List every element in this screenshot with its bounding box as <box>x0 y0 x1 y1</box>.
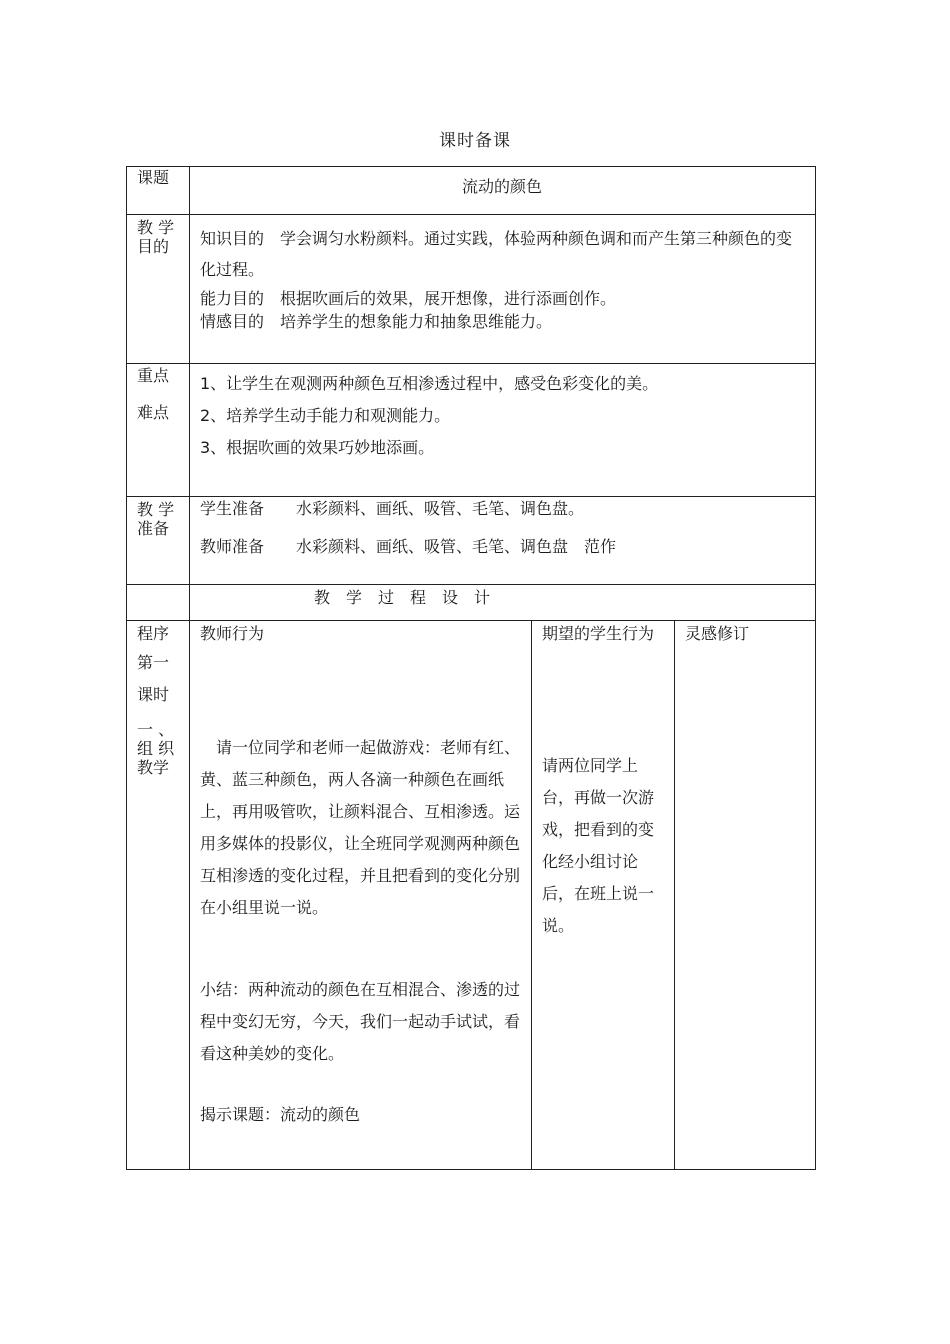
row-divider <box>126 584 816 585</box>
revision-header: 灵感修订 <box>685 624 750 643</box>
table-border-bottom <box>126 1169 816 1170</box>
row-divider <box>126 496 816 497</box>
objectives-label: 教 学 目的 <box>137 218 175 256</box>
document-title: 课时备课 <box>439 131 511 151</box>
row-divider <box>126 620 816 621</box>
emotion-objective: 情感目的 培养学生的想象能力和抽象思维能力。 <box>200 312 553 331</box>
student-preparation: 学生准备 水彩颜料、画纸、吸管、毛笔、调色盘。 <box>200 499 585 518</box>
organize-teaching-label: 一 、组 织 教学 <box>137 720 175 777</box>
row-divider <box>126 214 816 215</box>
teacher-activity-text: 请一位同学和老师一起做游戏：老师有红、黄、蓝三种颜色，两人各滴一种颜色在画纸上，再用吸管吹，让颜料混合、互相渗透。运用多媒体的投影仪，让全班同学观测两种颜色互相渗透的变化过程，并且把看到的变化分别在小组里说一说。 <box>200 738 521 917</box>
procedure-label: 程序 <box>137 624 170 643</box>
difficulties-label: 难点 <box>137 403 170 422</box>
key-points-label: 重点 <box>137 366 170 385</box>
key-point-item: 2、培养学生动手能力和观测能力。 <box>200 406 451 425</box>
student-activity-text: 请两位同学上台，再做一次游戏，把看到的变化经小组讨论后，在班上说一说。 <box>542 756 655 935</box>
topic-label: 课题 <box>137 168 170 187</box>
key-point-item: 1、让学生在观测两种颜色互相渗透过程中，感受色彩变化的美。 <box>200 374 659 393</box>
preparation-label: 教 学 准备 <box>137 500 175 538</box>
row-divider <box>126 363 816 364</box>
key-point-item: 3、根据吹画的效果巧妙地添画。 <box>200 438 435 457</box>
column-divider <box>531 620 532 1170</box>
table-border-left <box>126 166 127 1170</box>
table-border-top <box>126 166 816 167</box>
column-divider <box>674 620 675 1170</box>
process-design-heading: 教 学 过 程 设 计 <box>314 588 491 607</box>
topic-value: 流动的颜色 <box>461 177 542 196</box>
teacher-summary-text: 小结：两种流动的颜色在互相混合、渗透的过程中变幻无穷，今天，我们一起动手试试，看看这种美妙的变化。 <box>200 980 521 1063</box>
teacher-preparation: 教师准备 水彩颜料、画纸、吸管、毛笔、调色盘 范作 <box>200 537 617 556</box>
lesson-number-label: 第一 <box>137 653 170 672</box>
teacher-behavior-header: 教师行为 <box>200 624 265 643</box>
ability-objective: 能力目的 根据吹画后的效果，展开想像，进行添画创作。 <box>200 289 617 308</box>
student-behavior-header: 期望的学生行为 <box>542 624 655 643</box>
lesson-period-label: 课时 <box>137 685 170 704</box>
label-column-divider <box>189 166 190 1170</box>
teacher-reveal-topic-text: 揭示课题：流动的颜色 <box>200 1105 361 1124</box>
table-border-right <box>815 166 816 1170</box>
knowledge-objective: 知识目的 学会调匀水粉颜料。通过实践，体验两种颜色调和而产生第三种颜色的变化过程。 <box>200 229 793 279</box>
